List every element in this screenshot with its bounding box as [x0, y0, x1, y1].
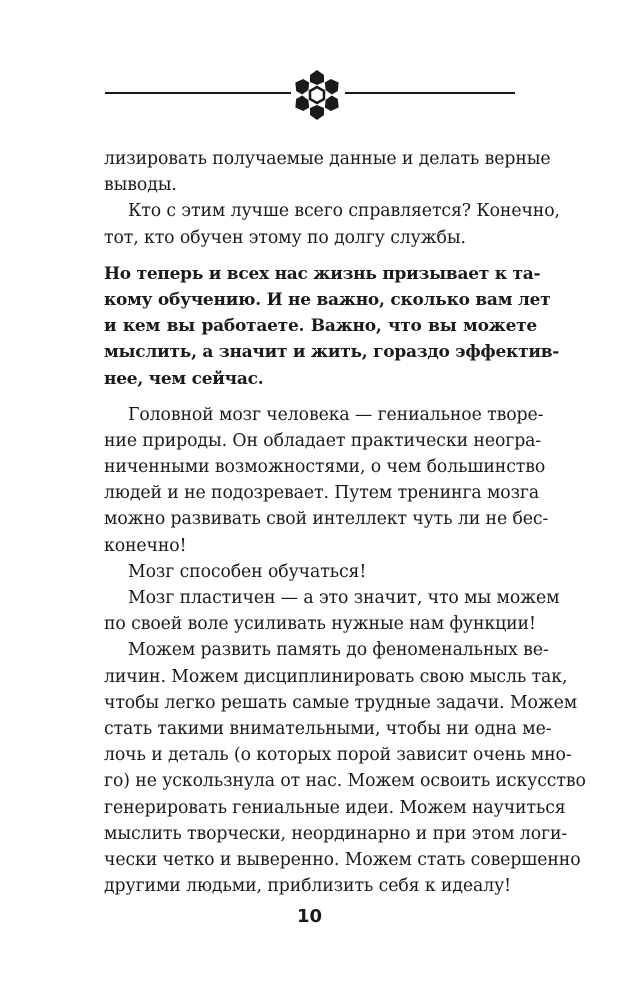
paragraph-6 — [104, 637, 586, 899]
text-line: тот, кто обучен этому по долгу службы. — [104, 227, 466, 248]
paragraph-5 — [104, 585, 560, 637]
text-line: личин. Можем дисциплинировать свою мысль так, — [104, 666, 568, 687]
text-line: мыслить, а значит и жить, гораздо эффектив- — [104, 342, 560, 363]
text-line: го) не ускользнула от нас. Можем освоить искусство — [104, 771, 586, 792]
text-line: чтобы легко решать самые трудные задачи. Можем — [104, 692, 578, 713]
text-line: генерировать гениальные идеи. Можем научиться — [104, 797, 566, 818]
text-line: и кем вы работаете. Важно, что вы можете — [104, 316, 537, 337]
text-line: ниченными возможностями, о чем большинство — [104, 457, 546, 478]
paragraph-1 — [104, 146, 551, 198]
text-line: выводы. — [104, 175, 177, 196]
text-line: ние природы. Он обладает практически неогра- — [104, 430, 542, 451]
bold-callout — [104, 261, 560, 392]
text-line: кому обучению. И не важно, сколько вам лет — [104, 289, 551, 310]
text-line: Головной мозг человека — гениальное творе- — [128, 404, 544, 425]
paragraph-3 — [104, 402, 549, 559]
text-line: можно развивать свой интеллект чуть ли не бес- — [104, 509, 549, 530]
text-line: Мозг пластичен — а это значит, что мы можем — [128, 588, 560, 608]
text-line: Мозг способен обучаться! — [128, 561, 367, 582]
text-line: мыслить творчески, неординарно и при этом логи- — [104, 823, 568, 844]
text-line: другими людьми, приблизить себя к идеалу! — [104, 876, 511, 897]
text-line: конечно! — [104, 535, 187, 556]
text-line: чески четко и выверенно. Можем стать совершенно — [104, 849, 581, 870]
divider-right — [345, 92, 515, 94]
paragraph-4 — [104, 559, 537, 585]
text-line: людей и не подозревает. Путем тренинга мозга — [104, 483, 540, 504]
text-line: по своей воле усиливать нужные нам функции! — [104, 614, 536, 635]
page-body — [104, 146, 586, 899]
page-number: 10 — [296, 906, 323, 927]
text-line: Можем развить память до феноменальных ве- — [128, 640, 549, 661]
text-line: Но теперь и всех нас жизнь призывает к та- — [104, 263, 541, 284]
text-line: лочь и деталь (о которых порой зависит очень мно- — [104, 745, 572, 766]
text-line: Кто с этим лучше всего справляется? Конечно, — [128, 201, 560, 222]
divider-left — [105, 92, 291, 94]
text-line: лизировать получаемые данные и делать верные — [104, 149, 551, 169]
paragraph-2 — [104, 198, 560, 250]
text-line: нее, чем сейчас. — [104, 368, 264, 389]
chapter-ornament — [0, 60, 619, 130]
flower-emblem-icon — [290, 68, 344, 122]
text-line: стать такими внимательными, чтобы ни одна ме- — [104, 718, 552, 739]
